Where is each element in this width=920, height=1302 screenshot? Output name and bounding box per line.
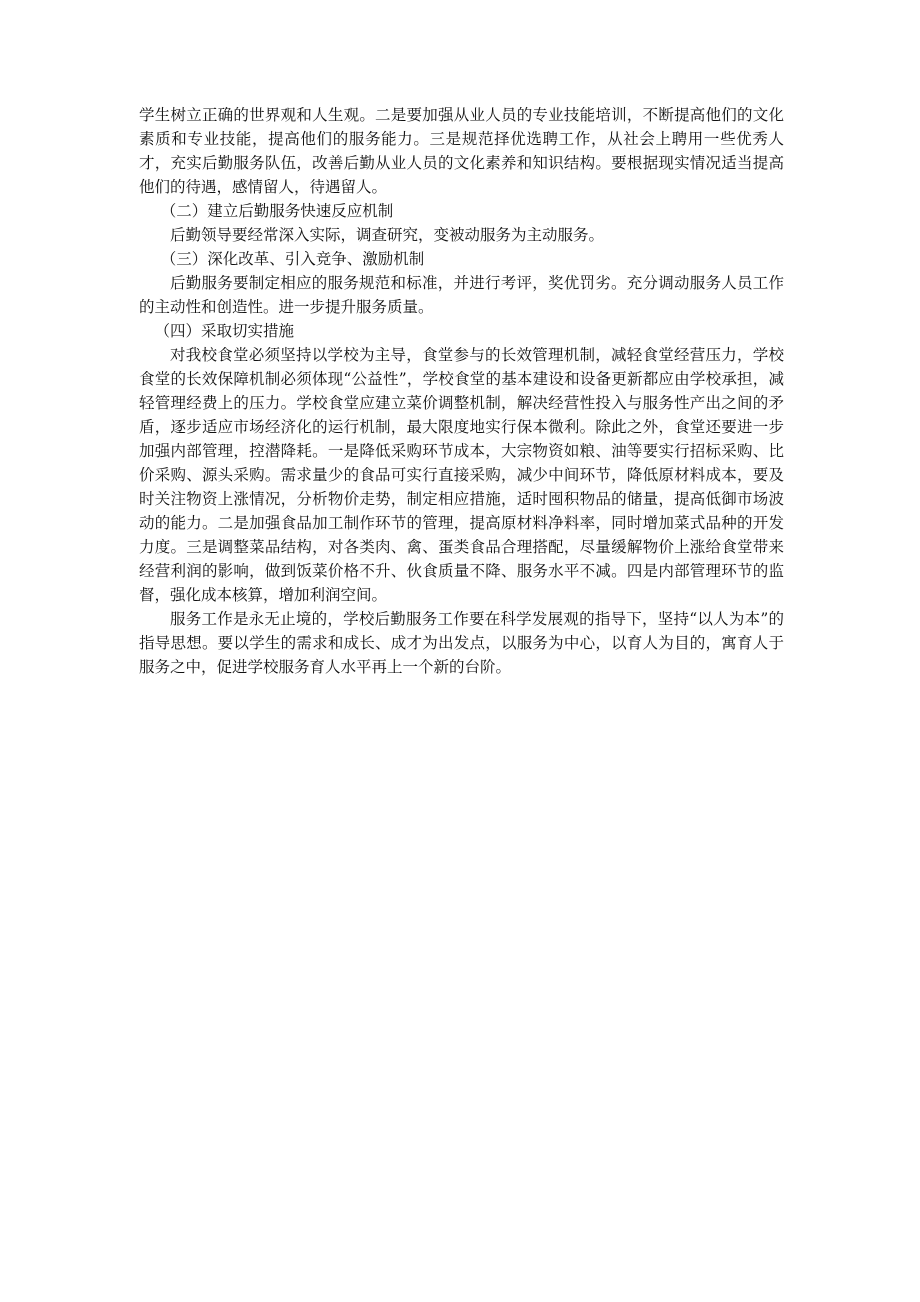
paragraph-canteen-measures: 对我校食堂必须坚持以学校为主导，食堂参与的长效管理机制，减轻食堂经营压力，学校食堂的长效保障机制必须体现“公益性”，学校食堂的基本建设和设备更新都应由学校承担，减轻管理经费上的压力。学校食堂应建立菜价调整机制，解决经营性投入与服务性产出之间的矛盾，逐步适应市场经济化的运行机制，最大限度地实行保本微利。除此之外，食堂还要进一步加强内部管理，控潜降耗。一是降低采购环节成本，大宗物资如粮、油等要实行招标采购、比价采购、源头采购。需求量少的食品可实行直接采购，减少中间环节，降低原材料成本，要及时关注物资上涨情况，分析物价走势，制定相应措施，适时囤积物品的储量，提高低御市场波动的能力。二是加强食品加工制作环节的管理，提高原材料净料率，同时增加菜式品种的开发力度。三是调整菜品结构，对各类肉、禽、蛋类食品合理搭配，尽量缓解物价上涨给食堂带来经营利润的影响，做到饭菜价格不升、伙食质量不降、服务水平不减。四是内部管理环节的监督，强化成本核算，增加利润空间。 bbox=[139, 346, 784, 604]
paragraph-reform-competition: 后勤服务要制定相应的服务规范和标准，并进行考评，奖优罚劣。充分调动服务人员工作的主动性和创造性。进一步提升服务质量。 bbox=[139, 274, 784, 316]
section-heading-3: （三）深化改革、引入竞争、激励机制 bbox=[160, 250, 425, 268]
paragraph-conclusion: 服务工作是永无止境的，学校后勤服务工作要在科学发展观的指导下，坚持“以人为本”的指导思想。要以学生的需求和成长、成才为出发点，以服务为中心，以育人为目的，寓育人于服务之中，促进学校服务育人水平再上一个新的台阶。 bbox=[139, 610, 784, 676]
section-heading-2: （二）建立后勤服务快速反应机制 bbox=[160, 202, 394, 220]
paragraph-quick-response: 后勤领导要经常深入实际，调查研究，变被动服务为主动服务。 bbox=[170, 226, 605, 244]
document-page bbox=[139, 103, 784, 679]
paragraph-staff-training: 学生树立正确的世界观和人生观。二是要加强从业人员的专业技能培训，不断提高他们的文化素质和专业技能，提高他们的服务能力。三是规范择优选聘工作，从社会上聘用一些优秀人才，充实后勤服务队伍，改善后勤从业人员的文化素养和知识结构。要根据现实情况适当提高他们的待遇，感情留人，待遇留人。 bbox=[139, 106, 784, 196]
section-heading-4: （四）采取切实措施 bbox=[154, 322, 295, 340]
